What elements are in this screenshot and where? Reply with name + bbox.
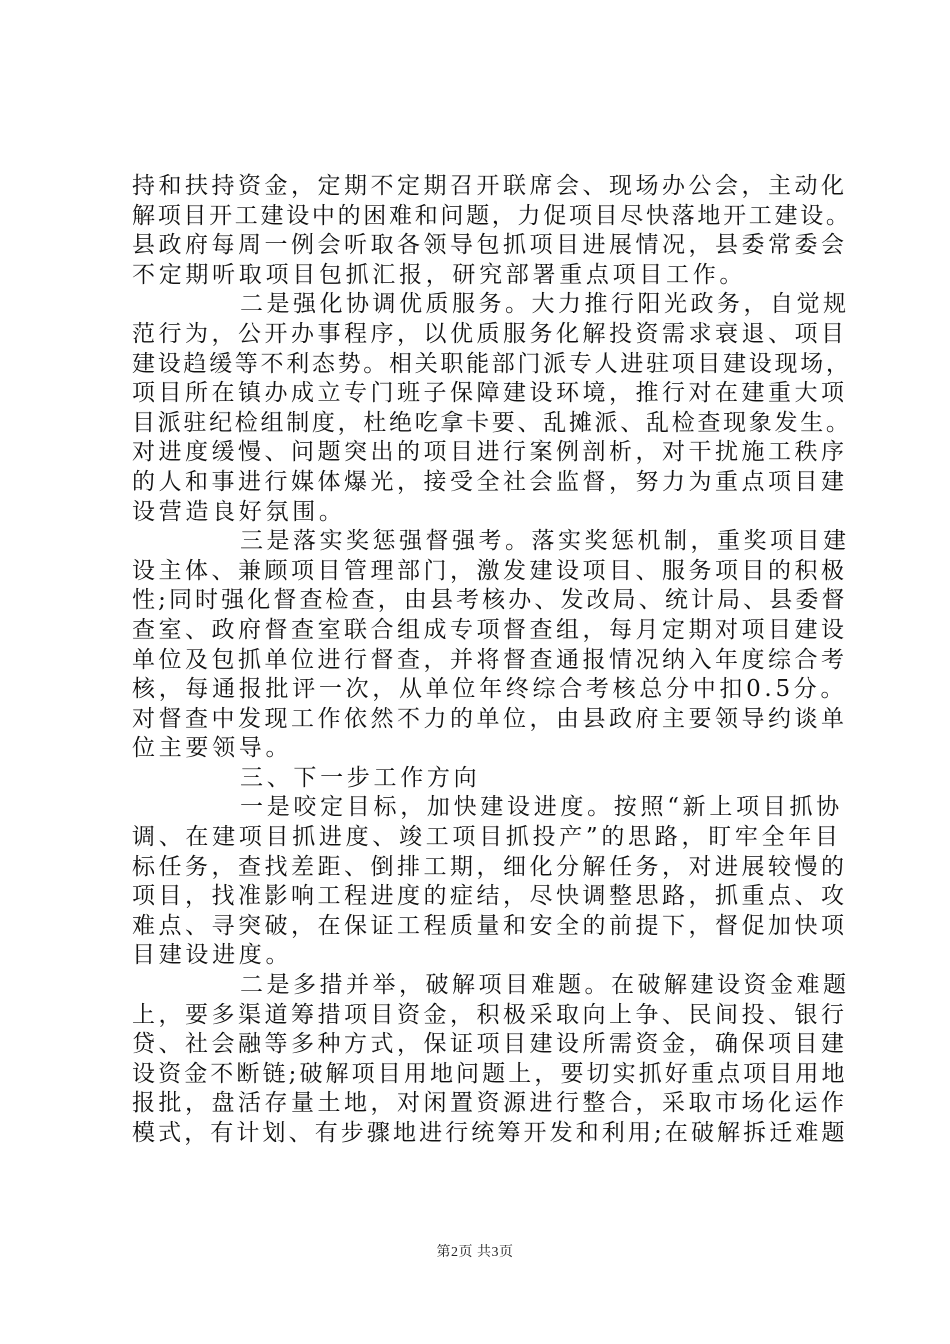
paragraph-start-line: 一是咬定目标，加快建设进度。按照“新上项目抓协 [240, 794, 843, 821]
text-line: 模式，有计划、有步骤地进行统筹开发和利用;在破解拆迁难题 [132, 1120, 848, 1146]
text-line: 对进度缓慢、问题突出的项目进行案例剖析，对干扰施工秩序 [132, 439, 848, 466]
paragraph-start-line: 三、下一步工作方向 [240, 764, 481, 791]
text-line: 核，每通报批评一次，从单位年终综合考核总分中扣0.5分。 [132, 676, 848, 703]
text-line: 标任务，查找差距、倒排工期，细化分解任务，对进展较慢的 [132, 853, 848, 880]
text-line: 单位及包抓单位进行督查，并将督查通报情况纳入年度综合考 [132, 646, 848, 673]
paragraph-start-line: 二是多措并举，破解项目难题。在破解建设资金难题 [240, 972, 850, 999]
text-line: 查室、政府督查室联合组成专项督查组，每月定期对项目建设 [132, 616, 848, 643]
text-line: 目派驻纪检组制度，杜绝吃拿卡要、乱摊派、乱检查现象发生。 [132, 409, 852, 436]
text-line: 不定期听取项目包抓汇报，研究部署重点项目工作。 [132, 261, 747, 288]
text-line: 的人和事进行媒体爆光，接受全社会监督，努力为重点项目建 [132, 468, 848, 495]
text-line: 对督查中发现工作依然不力的单位，由县政府主要领导约谈单 [132, 705, 848, 732]
text-line: 县政府每周一例会听取各领导包抓项目进展情况，县委常委会 [132, 232, 848, 259]
text-line: 性;同时强化督查检查，由县考核办、发改局、统计局、县委督 [132, 587, 848, 614]
text-line: 项目所在镇办成立专门班子保障建设环境，推行对在建重大项 [132, 380, 848, 407]
text-line: 位主要领导。 [132, 735, 293, 762]
text-line: 项目，找准影响工程进度的症结，尽快调整思路，抓重点、攻 [132, 883, 848, 910]
paragraph-start-line: 二是强化协调优质服务。大力推行阳光政务，自觉规 [240, 291, 850, 318]
text-line: 上，要多渠道筹措项目资金，积极采取向上争、民间投、银行 [132, 1001, 848, 1028]
text-line: 解项目开工建设中的困难和问题，力促项目尽快落地开工建设。 [132, 202, 852, 229]
text-line: 目建设进度。 [132, 942, 293, 969]
text-line: 范行为，公开办事程序，以优质服务化解投资需求衰退、项目 [132, 320, 848, 347]
text-line: 设营造良好氛围。 [132, 498, 346, 525]
text-line: 难点、寻突破，在保证工程质量和安全的前提下，督促加快项 [132, 912, 848, 939]
text-line: 报批，盘活存量土地，对闲置资源进行整合，采取市场化运作 [132, 1090, 848, 1117]
text-line: 调、在建项目抓进度、竣工项目抓投产”的思路，盯牢全年目 [132, 824, 842, 851]
text-line: 贷、社会融等多种方式，保证项目建设所需资金，确保项目建 [132, 1031, 848, 1058]
body-text [132, 172, 852, 1149]
text-line: 建设趋缓等不利态势。相关职能部门派专人进驻项目建设现场， [132, 350, 852, 377]
text-line: 设主体、兼顾项目管理部门，激发建设项目、服务项目的积极 [132, 557, 848, 584]
text-line: 设资金不断链;破解项目用地问题上，要切实抓好重点项目用地 [132, 1060, 848, 1087]
paragraph-start-line: 三是落实奖惩强督强考。落实奖惩机制，重奖项目建 [240, 528, 850, 555]
text-line: 持和扶持资金，定期不定期召开联席会、现场办公会，主动化 [132, 173, 848, 199]
page-footer: 第2页 共3页 [436, 1245, 514, 1260]
